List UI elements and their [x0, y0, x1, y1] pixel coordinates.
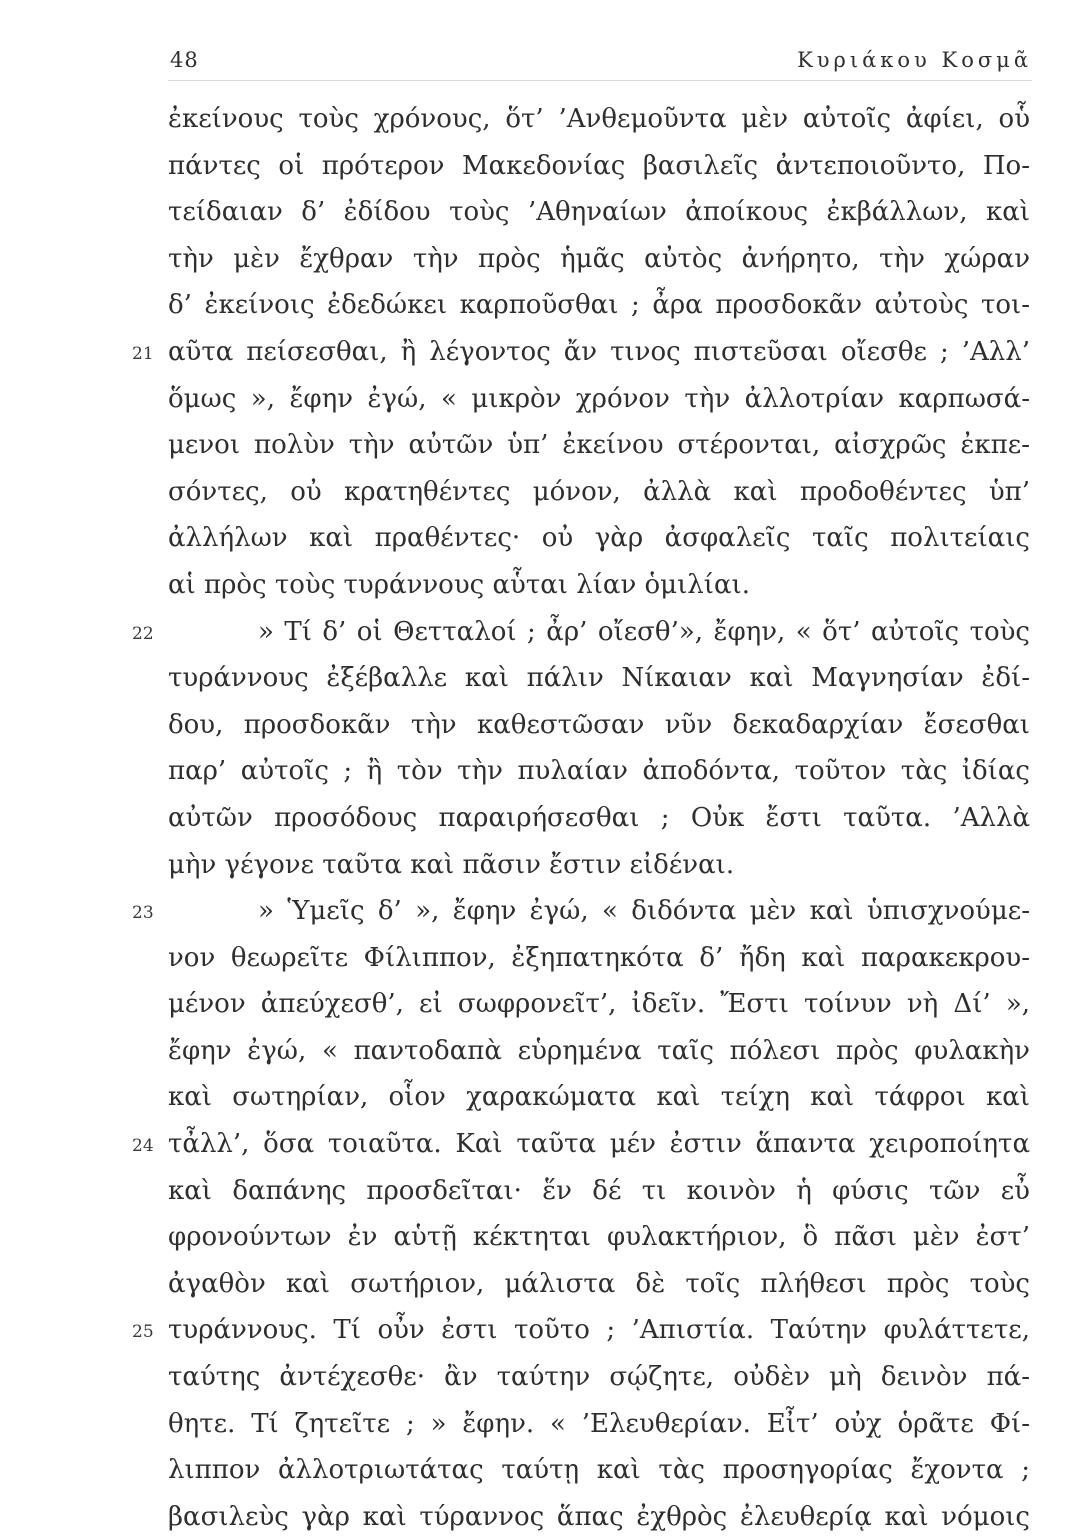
text-line — [0, 1307, 1087, 1354]
line-text: μένον ἀπεύχεσθ’, εἰ σωφρονεῖτ’, ἰδεῖν. Ἔστι τοίνυν νὴ Δί’ », — [168, 989, 1030, 1020]
text-line — [0, 1447, 1087, 1494]
text-line — [0, 1214, 1087, 1261]
text-line — [0, 1494, 1087, 1540]
line-text: ἀγαθὸν καὶ σωτήριον, μάλιστα δὲ τοῖς πλήθεσι πρὸς τοὺς — [168, 1268, 1030, 1299]
running-head: Κυριάκου Κοσμᾶ — [797, 48, 1032, 72]
text-line — [0, 655, 1087, 702]
line-text: σόντες, οὐ κρατηθέντες μόνον, ἀλλὰ καὶ προδοθέντες ὑπ’ — [168, 476, 1030, 507]
line-text: νον θεωρεῖτε Φίλιππον, ἐξηπατηκότα δ’ ἤδη καὶ παρακεκρου- — [168, 942, 1030, 973]
line-text: δου, προσδοκᾶν τὴν καθεστῶσαν νῦν δεκαδαρχίαν ἔσεσθαι — [168, 709, 1030, 740]
line-text: καὶ σωτηρίαν, οἷον χαρακώματα καὶ τείχη καὶ τάφροι καὶ — [168, 1082, 1030, 1113]
line-text: ἀλλήλων καὶ πραθέντες· οὐ γὰρ ἀσφαλεῖς ταῖς πολιτείαις — [168, 523, 1030, 554]
line-text: δ’ ἐκείνοις ἐδεδώκει καρποῦσθαι ; ἆρα προσδοκᾶν αὐτοὺς τοι- — [168, 290, 1030, 321]
page-header — [170, 48, 1032, 82]
text-line — [0, 1168, 1087, 1215]
line-text: ἐκείνους τοὺς χρόνους, ὅτ’ ’Ανθεμοῦντα μὲν αὐτοῖς ἀφίει, οὗ — [168, 104, 1030, 134]
text-line — [0, 702, 1087, 749]
text-line — [0, 189, 1087, 236]
line-text: αὐτῶν προσόδους παραιρήσεσθαι ; Οὐκ ἔστι ταῦτα. ’Αλλὰ — [168, 802, 1030, 833]
line-text: τυράννους. Τί οὖν ἐστι τοῦτο ; ’Απιστία. Ταύτην φυλάττετε, — [168, 1315, 1030, 1346]
section-number: 22 — [132, 623, 154, 644]
section-number: 25 — [132, 1322, 154, 1343]
page-number: 48 — [170, 48, 199, 72]
line-text: παρ’ αὐτοῖς ; ἢ τὸν τὴν πυλαίαν ἀποδόντα, τοῦτον τὰς ἰδίας — [168, 756, 1030, 787]
line-text: » Ὑμεῖς δ’ », ἔφην ἐγώ, « διδόντα μὲν καὶ ὑπισχνούμε- — [258, 896, 1030, 927]
section-number: 23 — [132, 903, 154, 924]
line-text: ἔφην ἐγώ, « παντοδαπὰ εὑρημένα ταῖς πόλεσι πρὸς φυλακὴν — [168, 1035, 1030, 1066]
section-number: 24 — [132, 1136, 154, 1157]
line-text: καὶ δαπάνης προσδεῖται· ἕν δέ τι κοινὸν ἡ φύσις τῶν εὖ — [168, 1175, 1030, 1206]
text-line — [0, 935, 1087, 982]
line-text: βασιλεὺς γὰρ καὶ τύραννος ἅπας ἐχθρὸς ἐλευθερίᾳ καὶ νόμοις — [168, 1501, 1030, 1532]
text-line — [0, 1121, 1087, 1168]
line-text: τἆλλ’, ὅσα τοιαῦτα. Καὶ ταῦτα μέν ἐστιν ἅπαντα χειροποίητα — [168, 1129, 1030, 1160]
line-text: τὴν μὲν ἔχθραν τὴν πρὸς ἡμᾶς αὐτὸς ἀνήρητο, τὴν χώραν — [168, 243, 1030, 274]
line-text: τυράννους ἐξέβαλλε καὶ πάλιν Νίκαιαν καὶ Μαγνησίαν ἐδί- — [168, 663, 1030, 694]
text-line — [0, 562, 1087, 609]
text-line — [0, 1074, 1087, 1121]
line-text: λιππον ἀλλοτριωτάτας ταύτῃ καὶ τὰς προσηγορίας ἔχοντα ; — [168, 1455, 1030, 1486]
text-line — [0, 376, 1087, 423]
line-text: τείδαιαν δ’ ἐδίδου τοὺς ’Αθηναίων ἀποίκους ἐκβάλλων, καὶ — [168, 197, 1030, 228]
body-text — [0, 96, 1087, 1540]
line-text: » Τί δ’ οἱ Θετταλοί ; ἆρ’ οἴεσθ’», ἔφην, « ὅτ’ αὐτοῖς τοὺς — [258, 616, 1030, 647]
line-text: μὴν γέγονε ταῦτα καὶ πᾶσιν ἔστιν εἰδέναι. — [168, 849, 735, 880]
text-line — [0, 1261, 1087, 1308]
line-text: αἱ πρὸς τοὺς τυράννους αὗται λίαν ὁμιλίαι. — [168, 569, 750, 600]
text-line — [0, 842, 1087, 889]
line-text: πάντες οἱ πρότερον Μακεδονίας βασιλεῖς ἀντεποιοῦντο, Πο- — [168, 150, 1030, 181]
line-text: ὅμως », ἔφην ἐγώ, « μικρὸν χρόνον τὴν ἀλλοτρίαν καρπωσά- — [168, 383, 1030, 414]
line-text: ταύτης ἀντέχεσθε· ἂν ταύτην σῴζητε, οὐδὲν μὴ δεινὸν πά- — [168, 1362, 1030, 1393]
text-line — [0, 469, 1087, 516]
text-line — [0, 981, 1087, 1028]
text-line — [0, 795, 1087, 842]
section-number: 21 — [132, 343, 154, 364]
line-text: αῦτα πείσεσθαι, ἢ λέγοντος ἄν τινος πιστεῦσαι οἴεσθε ; ’Αλλ’ — [168, 336, 1030, 367]
text-line — [0, 143, 1087, 190]
text-line — [0, 1028, 1087, 1075]
line-text: μενοι πολὺν τὴν αὐτῶν ὑπ’ ἐκείνου στέρονται, αἰσχρῶς ἐκπε- — [168, 430, 1030, 461]
header-rule — [168, 80, 1032, 81]
text-line — [0, 282, 1087, 329]
text-line — [0, 515, 1087, 562]
text-line — [0, 1354, 1087, 1401]
text-line — [0, 236, 1087, 283]
line-text: θητε. Τί ζητεῖτε ; » ἔφην. « ’Ελευθερίαν. Εἶτ’ οὐχ ὁρᾶτε Φί- — [168, 1408, 1030, 1439]
line-text: φρονούντων ἐν αὑτῇ κέκτηται φυλακτήριον, ὃ πᾶσι μὲν ἐστ’ — [168, 1222, 1030, 1253]
text-line — [0, 422, 1087, 469]
text-line — [0, 888, 1087, 935]
text-line — [0, 96, 1087, 143]
text-line — [0, 609, 1087, 656]
text-line — [0, 1401, 1087, 1448]
text-line — [0, 748, 1087, 795]
text-line — [0, 329, 1087, 376]
